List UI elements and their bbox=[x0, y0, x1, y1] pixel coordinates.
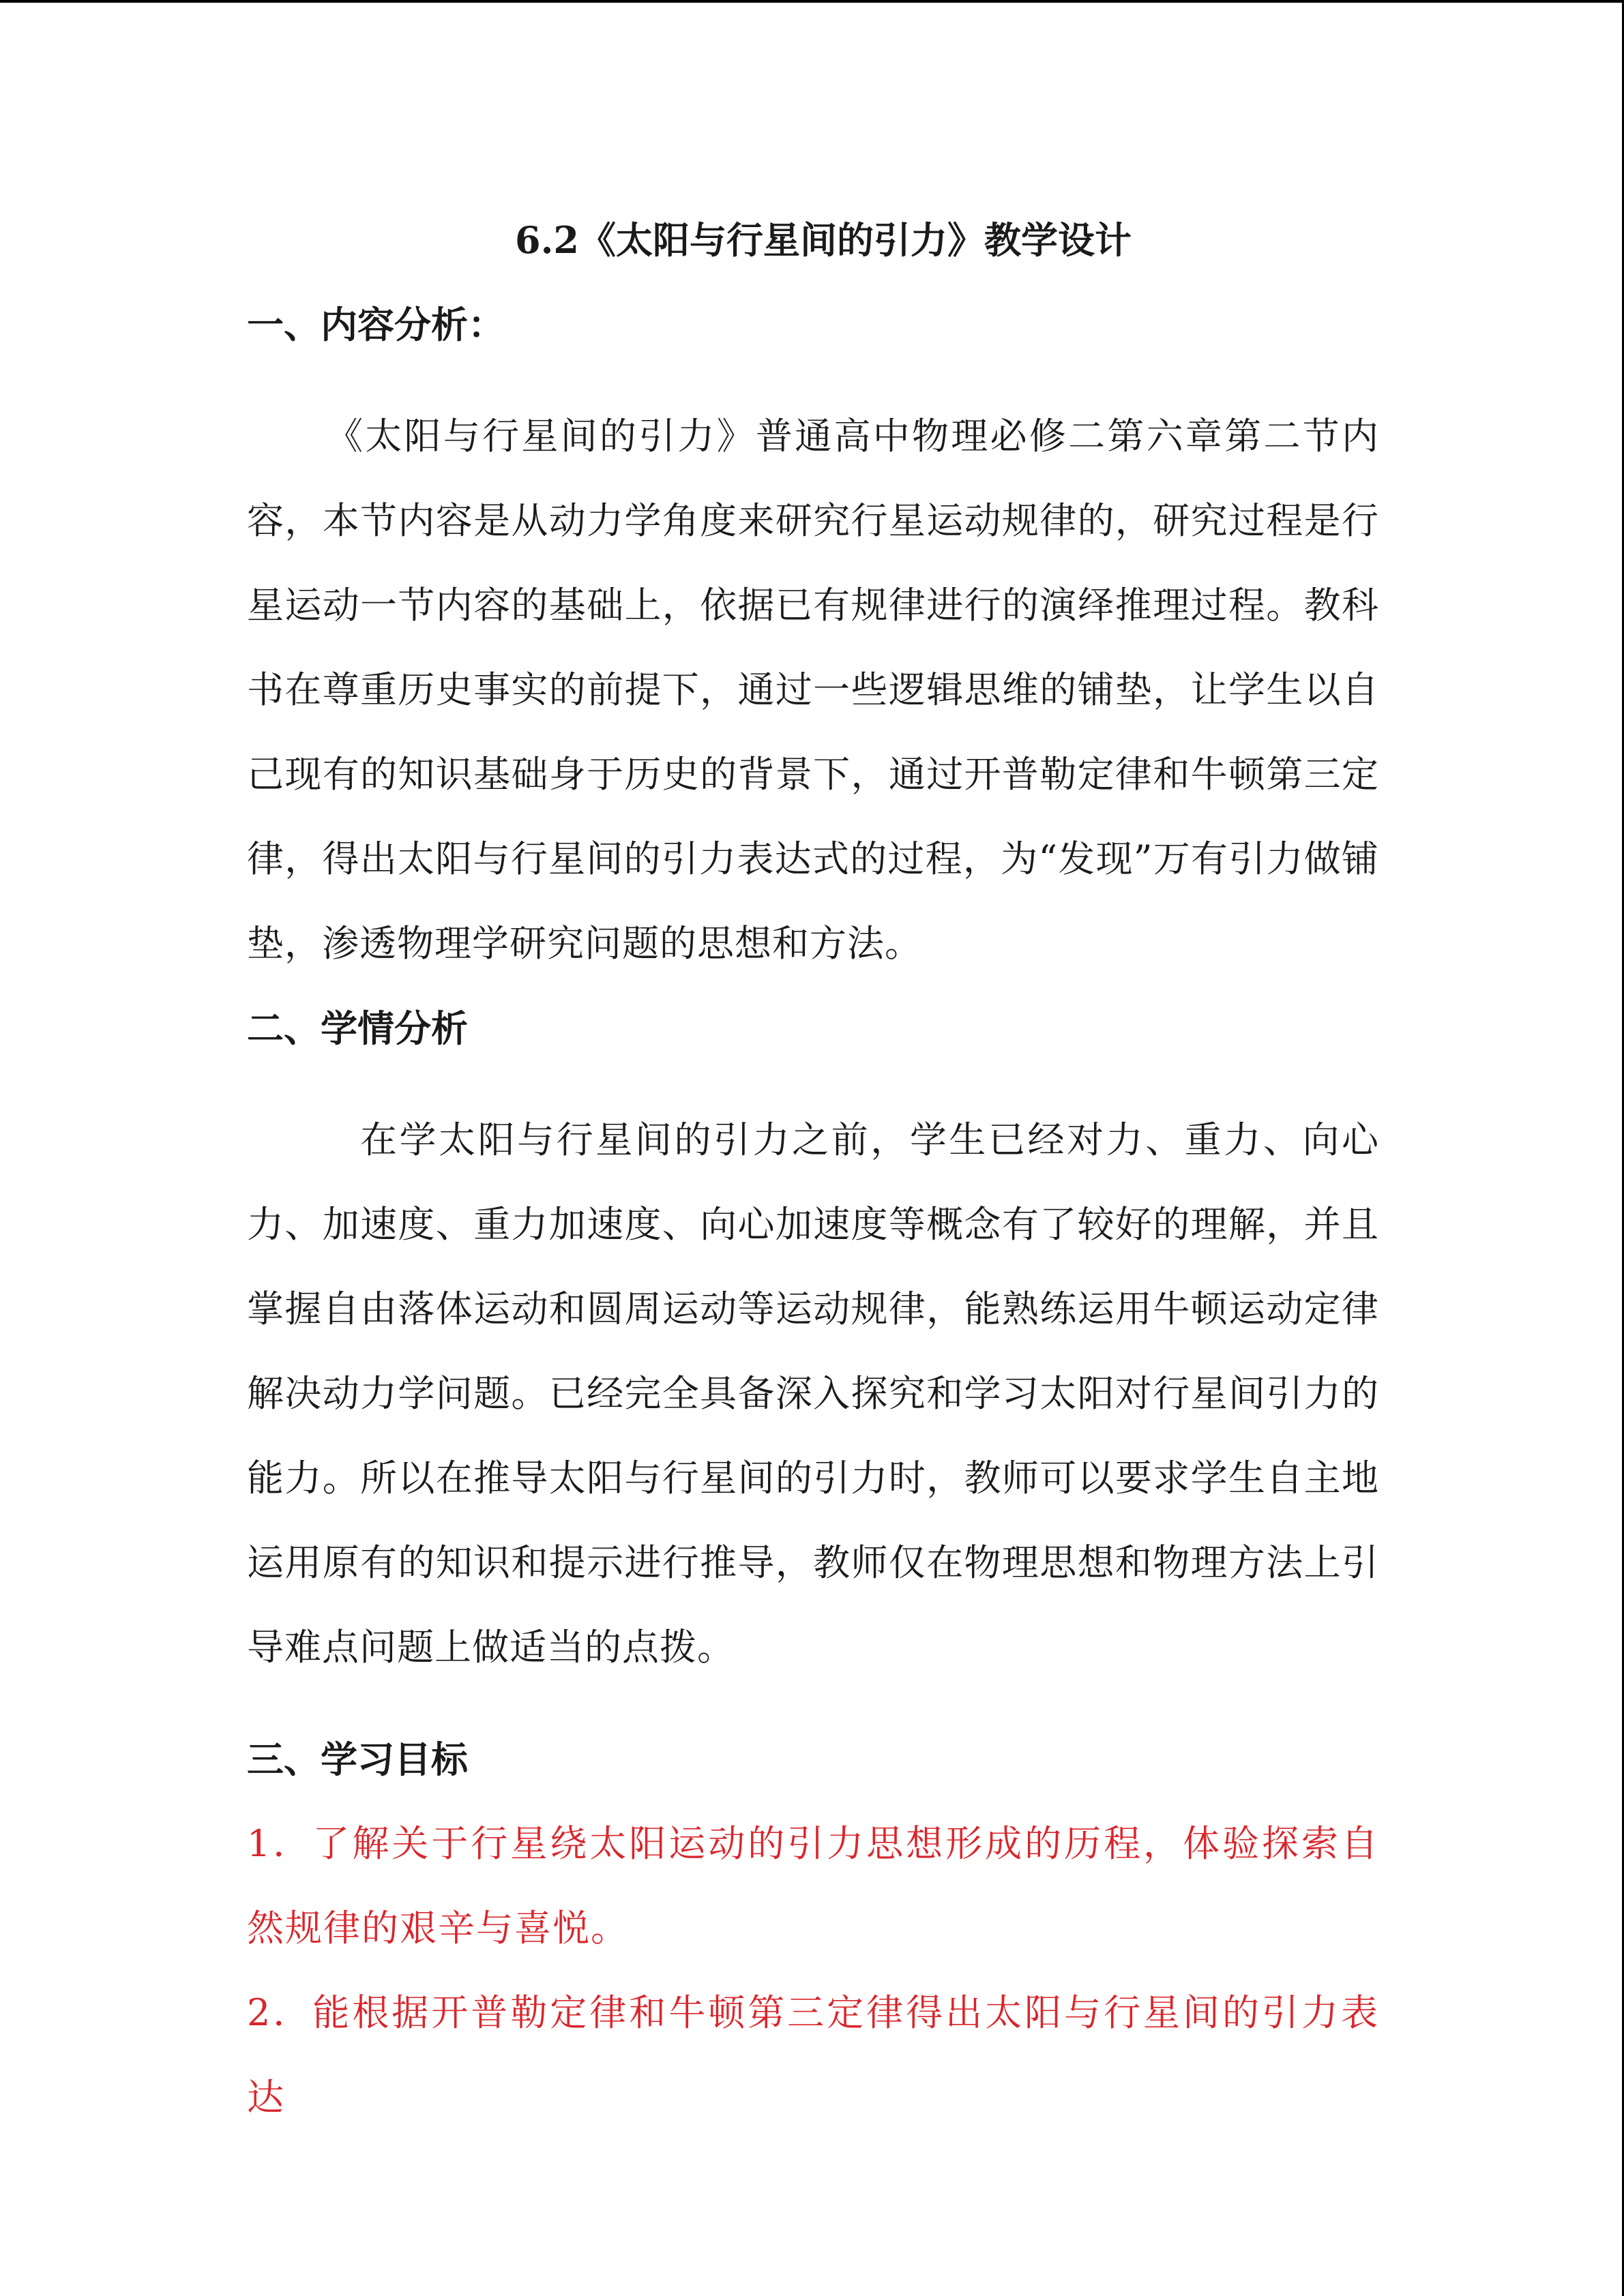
page-top-border bbox=[0, 0, 1624, 3]
content-analysis-paragraph: 《太阳与行星间的引力》普通高中物理必修二第六章第二节内容，本节内容是从动力学角度来研究行星运动规律的，研究过程是行星运动一节内容的基础上，依据已有规律进行的演绎推理过程。教科书在尊重历史事实的前提下，通过一些逻辑思维的铺垫，让学生以自己现有的知识基础身于历史的背景下，通过开普勒定律和牛顿第三定律，得出太阳与行星间的引力表达式的过程，为“发现”万有引力做铺垫，渗透物理学研究问题的思想和方法。 bbox=[247, 415, 1379, 965]
spacer bbox=[247, 1071, 1379, 1098]
section-heading-student-analysis: 二、学情分析 bbox=[247, 1007, 468, 1050]
spacer bbox=[247, 367, 1379, 394]
learning-goal-item: 1．了解关于行星绕太阳运动的引力思想形成的历程，体验探索自然规律的艰辛与喜悦。 bbox=[247, 1822, 1379, 1950]
section-heading-learning-goals: 三、学习目标 bbox=[247, 1738, 468, 1781]
document-title: 6.2《太阳与行星间的引力》教学设计 bbox=[515, 218, 1132, 262]
document-page bbox=[247, 198, 1379, 2140]
spacer bbox=[247, 1690, 1379, 1717]
section-heading-content-analysis: 一、内容分析： bbox=[247, 303, 505, 346]
student-analysis-paragraph: 在学太阳与行星间的引力之前，学生已经对力、重力、向心力、加速度、重力加速度、向心加速度等概念有了较好的理解，并且掌握自由落体运动和圆周运动等运动规律，能熟练运用牛顿运动定律解决动力学问题。已经完全具备深入探究和学习太阳对行星间引力的能力。所以在推导太阳与行星间的引力时，教师可以要求学生自主地运用原有的知识和提示进行推导，教师仅在物理思想和物理方法上引导难点问题上做适当的点拨。 bbox=[247, 1118, 1379, 1669]
learning-goal-item: 2．能根据开普勒定律和牛顿第三定律得出太阳与行星间的引力表达 bbox=[247, 1991, 1379, 2119]
